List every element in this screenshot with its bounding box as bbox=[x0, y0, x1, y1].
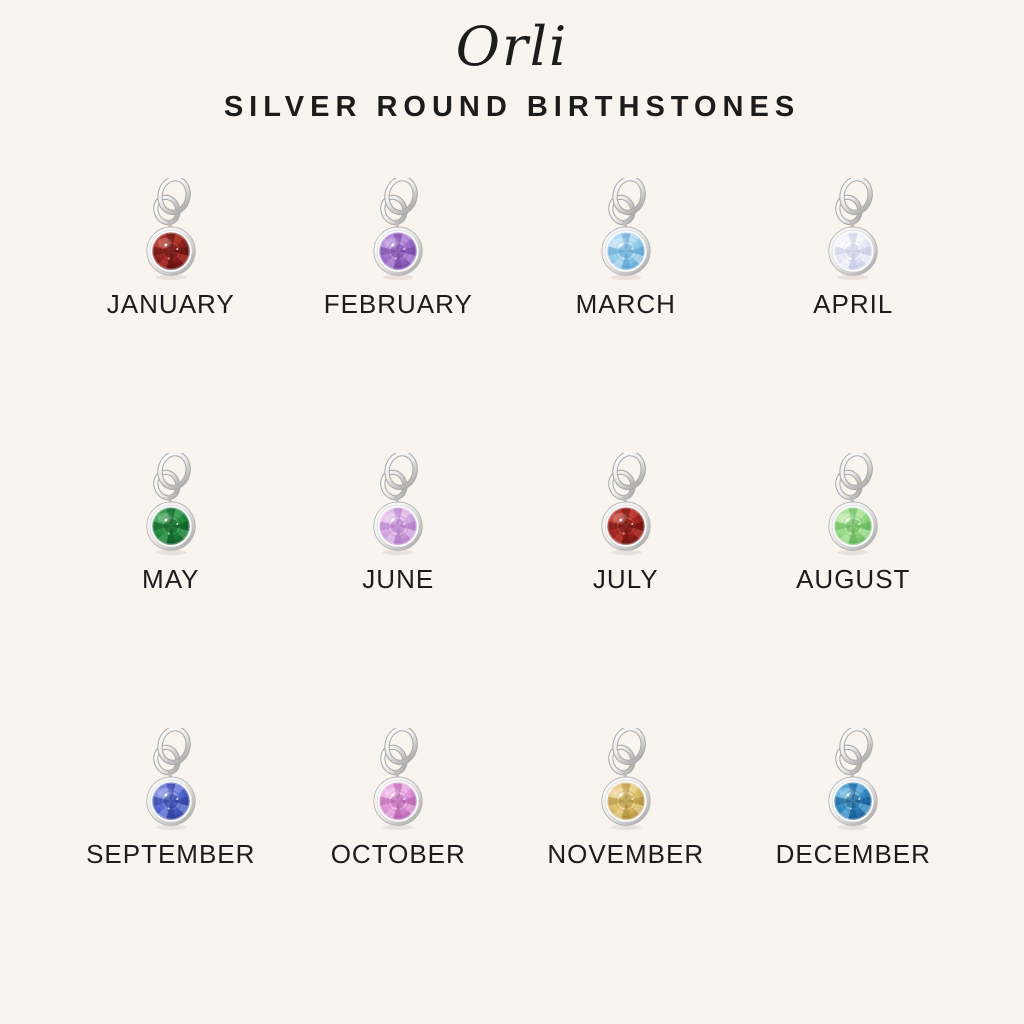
stone bbox=[380, 507, 417, 544]
stone bbox=[379, 782, 416, 819]
birthstone-cell-july bbox=[593, 453, 659, 594]
jump-rings bbox=[380, 178, 419, 226]
jump-rings bbox=[835, 453, 874, 501]
month-label: OCTOBER bbox=[330, 839, 466, 869]
stone bbox=[152, 782, 189, 819]
stone bbox=[607, 782, 644, 819]
month-label: MARCH bbox=[575, 289, 676, 319]
birthstone-cell-october bbox=[331, 728, 466, 869]
birthstone-charm-icon bbox=[822, 178, 884, 281]
month-label: MAY bbox=[142, 564, 200, 594]
stone bbox=[152, 507, 189, 544]
jump-rings bbox=[835, 178, 874, 226]
birthstone-cell-august bbox=[796, 453, 910, 594]
birthstone-grid bbox=[57, 178, 967, 869]
birthstone-cell-march bbox=[576, 178, 676, 319]
jump-rings bbox=[152, 178, 191, 226]
birthstone-charm-icon bbox=[367, 178, 429, 281]
month-label: SEPTEMBER bbox=[86, 839, 256, 869]
birthstone-charm-icon bbox=[595, 728, 657, 831]
birthstone-charm-icon bbox=[140, 728, 202, 831]
birthstone-cell-june bbox=[362, 453, 434, 594]
brand-logo: Orli bbox=[455, 15, 569, 78]
birthstone-charm-icon bbox=[140, 178, 202, 281]
stone bbox=[834, 782, 871, 819]
stone bbox=[835, 232, 872, 269]
stone bbox=[835, 507, 872, 544]
birthstone-charm-icon bbox=[822, 728, 884, 831]
birthstone-charm-icon bbox=[595, 453, 657, 556]
jump-rings bbox=[607, 453, 646, 501]
jump-rings bbox=[835, 728, 874, 776]
jump-rings bbox=[607, 178, 646, 226]
stone bbox=[607, 507, 644, 544]
birthstone-charm-icon bbox=[595, 178, 657, 281]
jump-rings bbox=[607, 728, 646, 776]
birthstone-cell-may bbox=[140, 453, 202, 594]
birthstone-cell-april bbox=[813, 178, 893, 319]
birthstone-cell-november bbox=[547, 728, 704, 869]
month-label: JULY bbox=[592, 564, 659, 594]
month-label: FEBRUARY bbox=[323, 289, 473, 319]
header bbox=[0, 16, 1024, 124]
birthstone-cell-september bbox=[86, 728, 255, 869]
birthstone-cell-january bbox=[107, 178, 235, 319]
jump-rings bbox=[380, 453, 419, 501]
birthstone-charm-icon bbox=[367, 728, 429, 831]
jump-rings bbox=[152, 453, 191, 501]
month-label: DECEMBER bbox=[775, 839, 931, 869]
stone bbox=[152, 232, 189, 269]
birthstone-cell-december bbox=[776, 728, 931, 869]
birthstone-charm-icon bbox=[140, 453, 202, 556]
month-label: AUGUST bbox=[796, 564, 911, 594]
jump-rings bbox=[152, 728, 191, 776]
month-label: JUNE bbox=[362, 564, 435, 594]
month-label: NOVEMBER bbox=[547, 839, 705, 869]
birthstone-charm-icon bbox=[367, 453, 429, 556]
stone bbox=[379, 232, 416, 269]
month-label: APRIL bbox=[813, 289, 894, 319]
birthstone-cell-february bbox=[324, 178, 473, 319]
stone bbox=[607, 232, 644, 269]
birthstone-charm-icon bbox=[822, 453, 884, 556]
jump-rings bbox=[380, 728, 419, 776]
page-title: SILVER ROUND BIRTHSTONES bbox=[223, 91, 801, 123]
month-label: JANUARY bbox=[106, 289, 235, 319]
